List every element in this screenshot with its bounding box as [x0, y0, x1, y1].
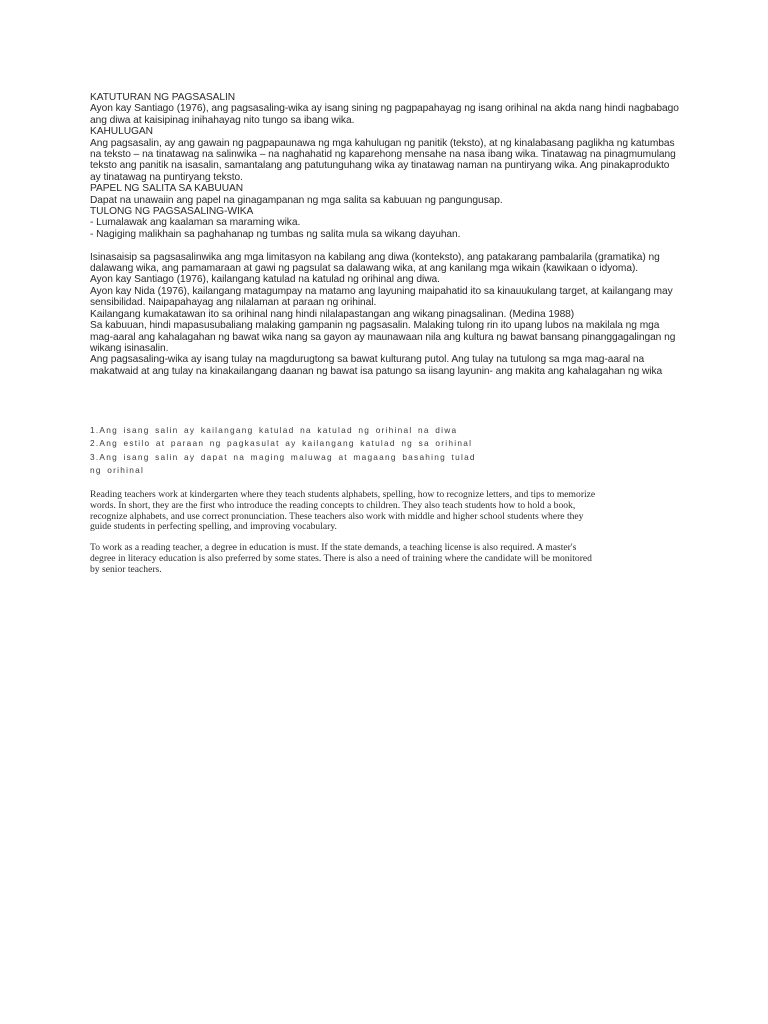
text-line: ang diwa at kaisipinag inihahayag nito tungo sa ibang wika.	[90, 114, 355, 126]
text-line: Isinasaisip sa pagsasalinwika ang mga limitasyon na kabilang ang diwa (konteksto), ang patakarang pambalarila (gramatika) ng	[90, 251, 660, 263]
text-line: recognize alphabets, and use correct pronunciation. These teachers also work with middle and higher school students where they	[90, 510, 584, 522]
text-line: guide students in perfecting spelling, and improving vocabulary.	[90, 521, 337, 533]
text-line: Ang pagsasalin, ay ang gawain ng pagpapaunawa ng mga kahulugan ng panitik (teksto), at ng kinalabasang paglikha ng katumbas	[90, 137, 675, 149]
text-line: Ang pagsasaling-wika ay isang tulay na magdurugtong sa bawat kulturang putol. Ang tulay na tutulong sa mga mag-aaral na	[90, 354, 645, 366]
heading-tulong: TULONG NG PAGSASALING-WIKA	[90, 206, 254, 218]
text-line: sensibilidad. Naipapahayag ang nilalaman at paraan ng orihinal.	[90, 297, 377, 309]
numbered-list	[90, 424, 510, 478]
text-line: Dapat na unawaiin ang papel na ginagampanan ng mga salita sa kabuuan ng pangungusap.	[90, 194, 503, 206]
text-line: dalawang wika, ang pamamaraan at gawi ng pagsulat sa dalawang wika, at ang kanilang mga wikain (kawikaan o idyoma).	[90, 263, 639, 275]
numbered-item-continued: ng orihinal	[90, 465, 145, 476]
text-line: by senior teachers.	[90, 563, 162, 575]
text-line: To work as a reading teacher, a degree in education is must. If the state demands, a teaching license is also required. A master's	[90, 542, 577, 554]
list-item: - Lumalawak ang kaalaman sa maraming wika.	[90, 217, 301, 229]
text-line: makatwaid at ang tulay na kinakailangang daanan ng bawat isa patungo sa iisang layunin- ang makita ang kahalagahan ng wika	[90, 365, 663, 377]
tagalog-text-block	[90, 92, 680, 377]
text-line: ay tinatawag na puntiryang teksto.	[90, 171, 243, 183]
paragraph-requirements	[90, 543, 680, 575]
numbered-item: 1.Ang isang salin ay kailangang katulad na katulad ng orihinal na diwa	[90, 425, 458, 435]
numbered-item: 3.Ang isang salin ay dapat na maging maluwag at magaang basahing tulad	[90, 451, 476, 462]
text-line: Kailangang kumakatawan ito sa orihinal nang hindi nilalapastangan ang wikang pinagsalinan. (Medina 1988)	[90, 308, 575, 320]
text-line: wikang isinasalin.	[90, 342, 169, 354]
text-line: Ayon kay Santiago (1976), ang pagsasaling-wika ay isang sining ng pagpapahayag ng isang orihinal na akda nang hindi nagbabago	[90, 103, 679, 115]
paragraph-reading-teachers	[90, 490, 680, 533]
list-item: - Nagiging malikhain sa paghahanap ng tumbas ng salita mula sa wikang dayuhan.	[90, 228, 461, 240]
text-line: degree in literacy education is also preferred by some states. There is also a need of training where the candidate will be monitored	[90, 552, 592, 564]
text-line: mag-aaral ang kahalagahan ng bawat wika nang sa gayon ay maunawaan nila ang kultura ng bawat bansang pinanggagalingan ng	[90, 331, 676, 343]
numbered-item: 2.Ang estilo at paraan ng pagkasulat ay kailangang katulad ng sa orihinal	[90, 438, 473, 449]
text-line: na teksto – na tinatawag na salinwika – na naghahatid ng kaparehong mensahe na nasa ibang wika. Tinatawag na pinagmumulang	[90, 149, 676, 161]
blank-line	[90, 240, 680, 251]
heading-papel: PAPEL NG SALITA SA KABUUAN	[90, 183, 244, 195]
text-line: teksto ang panitik na isasalin, samantalang ang patutunguhang wika ay tinatawag naman na puntiryang wika. Ang pinakaprodukto	[90, 160, 670, 172]
text-line: words. In short, they are the first who introduce the reading concepts to children. They also teach students how to hold a book,	[90, 499, 576, 511]
text-line: Ayon kay Nida (1976), kailangang matagumpay na matamo ang layuning maipahatid ito sa kinauukulang target, at kailangang may	[90, 285, 673, 297]
english-text-block	[90, 490, 680, 586]
text-line: Sa kabuuan, hindi mapasusubaliang malaking gampanin ng pagsasalin. Malaking tulong rin ito upang lubos na makilala ng mga	[90, 320, 660, 332]
heading-katuturan: KATUTURAN NG PAGSASALIN	[90, 92, 236, 103]
heading-kahulugan: KAHULUGAN	[90, 126, 153, 138]
text-line: Ayon kay Santiago (1976), kailangang katulad na katulad ng orihinal ang diwa.	[90, 274, 440, 286]
text-line: Reading teachers work at kindergarten where they teach students alphabets, spelling, how to recognize letters, and tips to memorize	[90, 489, 596, 500]
